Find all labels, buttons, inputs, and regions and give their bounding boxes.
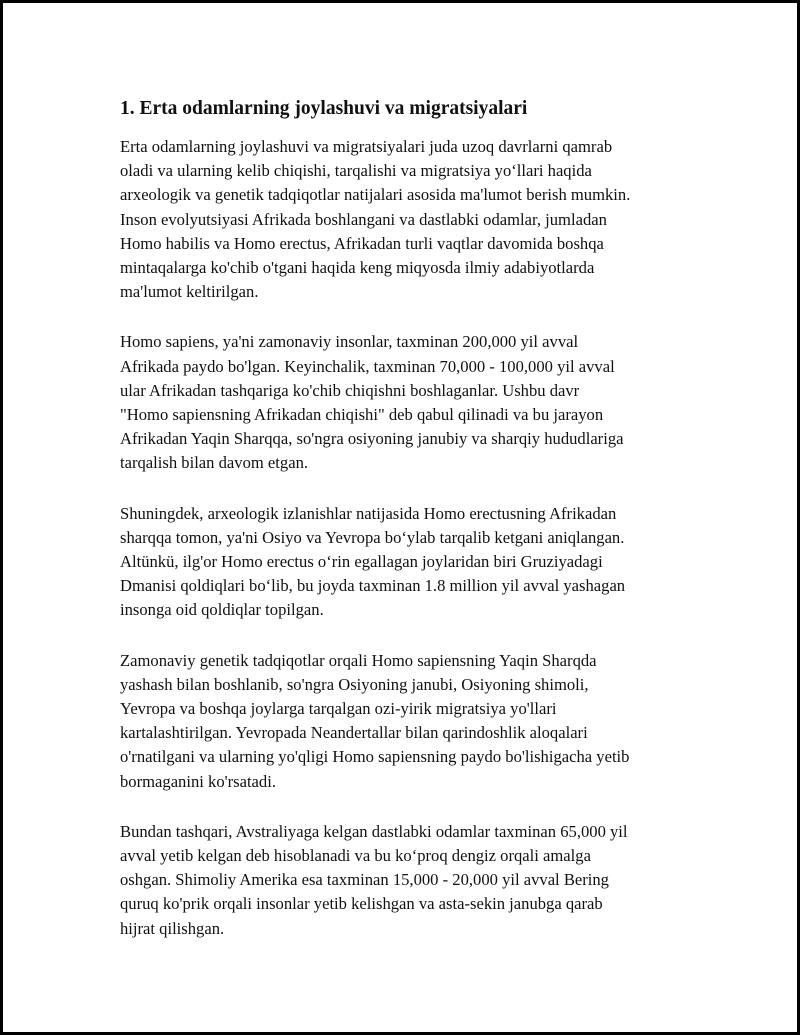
paragraph-line: Altünkü, ilg'or Homo erectus o‘rin egallagan joylaridan biri Gruziyadagi	[120, 552, 603, 572]
paragraph-line: tarqalish bilan davom etgan.	[120, 453, 309, 473]
body-paragraph	[120, 502, 705, 623]
body-paragraph	[120, 820, 705, 941]
paragraph-list	[120, 135, 705, 941]
paragraph-line: kartalashtirilgan. Yevropada Neandertallar bilan qarindoshlik aloqalari	[120, 723, 588, 743]
paragraph-line: Shuningdek, arxeologik izlanishlar natijasida Homo erectusning Afrikadan	[120, 503, 617, 523]
paragraph-line: Inson evolyutsiyasi Afrikada boshlangani va dastlabki odamlar, jumladan	[120, 209, 607, 229]
paragraph-line: avval yetib kelgan deb hisoblanadi va bu ko‘proq dengiz orqali amalga	[120, 846, 591, 866]
paragraph-line: Zamonaviy genetik tadqiqotlar orqali Homo sapiensning Yaqin Sharqda	[120, 650, 597, 670]
paragraph-line: quruq ko'prik orqali insonlar yetib kelishgan va asta-sekin janubga qarab	[120, 894, 603, 914]
paragraph-line: Homo sapiens, ya'ni zamonaviy insonlar, taxminan 200,000 yil avval	[120, 332, 579, 352]
paragraph-line: ma'lumot keltirilgan.	[120, 282, 259, 302]
paragraph-line: sharqqa tomon, ya'ni Osiyo va Yevropa bo‘ylab tarqalib ketgani aniqlangan.	[120, 527, 625, 547]
paragraph-line: bormaganini ko'rsatadi.	[120, 771, 276, 791]
paragraph-line: "Homo sapiensning Afrikadan chiqishi" deb qabul qilinadi va bu jarayon	[120, 405, 604, 425]
paragraph-line: ular Afrikadan tashqariga ko'chib chiqishni boshlaganlar. Ushbu davr	[120, 380, 580, 400]
paragraph-line: mintaqalarga ko'chib o'tgani haqida keng miqyosda ilmiy adabiyotlarda	[120, 258, 595, 278]
body-paragraph	[120, 135, 705, 304]
paragraph-line: hijrat qilishgan.	[120, 918, 225, 938]
paragraph-line: oshgan. Shimoliy Amerika esa taxminan 15,000 - 20,000 yil avval Bering	[120, 870, 609, 890]
paragraph-line: arxeologik va genetik tadqiqotlar natijalari asosida ma'lumot berish mumkin.	[120, 185, 631, 205]
paragraph-line: Dmanisi qoldiqlari bo‘lib, bu joyda taxminan 1.8 million yil avval yashagan	[120, 576, 626, 596]
paragraph-line: oladi va ularning kelib chiqishi, tarqalishi va migratsiya yo‘llari haqida	[120, 161, 592, 181]
section-title: 1. Erta odamlarning joylashuvi va migratsiyalari	[120, 98, 528, 119]
body-paragraph	[120, 649, 705, 794]
paragraph-line: Erta odamlarning joylashuvi va migratsiyalari juda uzoq davrlarni qamrab	[120, 137, 613, 156]
paragraph-line: o'rnatilgani va ularning yo'qligi Homo sapiensning paydo bo'lishigacha yetib	[120, 747, 630, 767]
paragraph-line: Afrikadan Yaqin Sharqqa, so'ngra osiyoning janubiy va sharqiy hududlariga	[120, 429, 624, 449]
paragraph-line: Yevropa va boshqa joylarga tarqalgan ozi-yirik migratsiya yo'llari	[120, 699, 557, 719]
paragraph-line: Bundan tashqari, Avstraliyaga kelgan dastlabki odamlar taxminan 65,000 yil	[120, 821, 628, 841]
paragraph-line: yashash bilan boshlanib, so'ngra Osiyoning janubi, Osiyoning shimoli,	[120, 674, 589, 694]
paragraph-line: Afrikada paydo bo'lgan. Keyinchalik, taxminan 70,000 - 100,000 yil avval	[120, 356, 615, 376]
paragraph-line: Homo habilis va Homo erectus, Afrikadan turli vaqtlar davomida boshqa	[120, 233, 604, 253]
paragraph-line: insonga oid qoldiqlar topilgan.	[120, 600, 324, 620]
body-paragraph	[120, 330, 705, 475]
document-content	[120, 95, 705, 967]
